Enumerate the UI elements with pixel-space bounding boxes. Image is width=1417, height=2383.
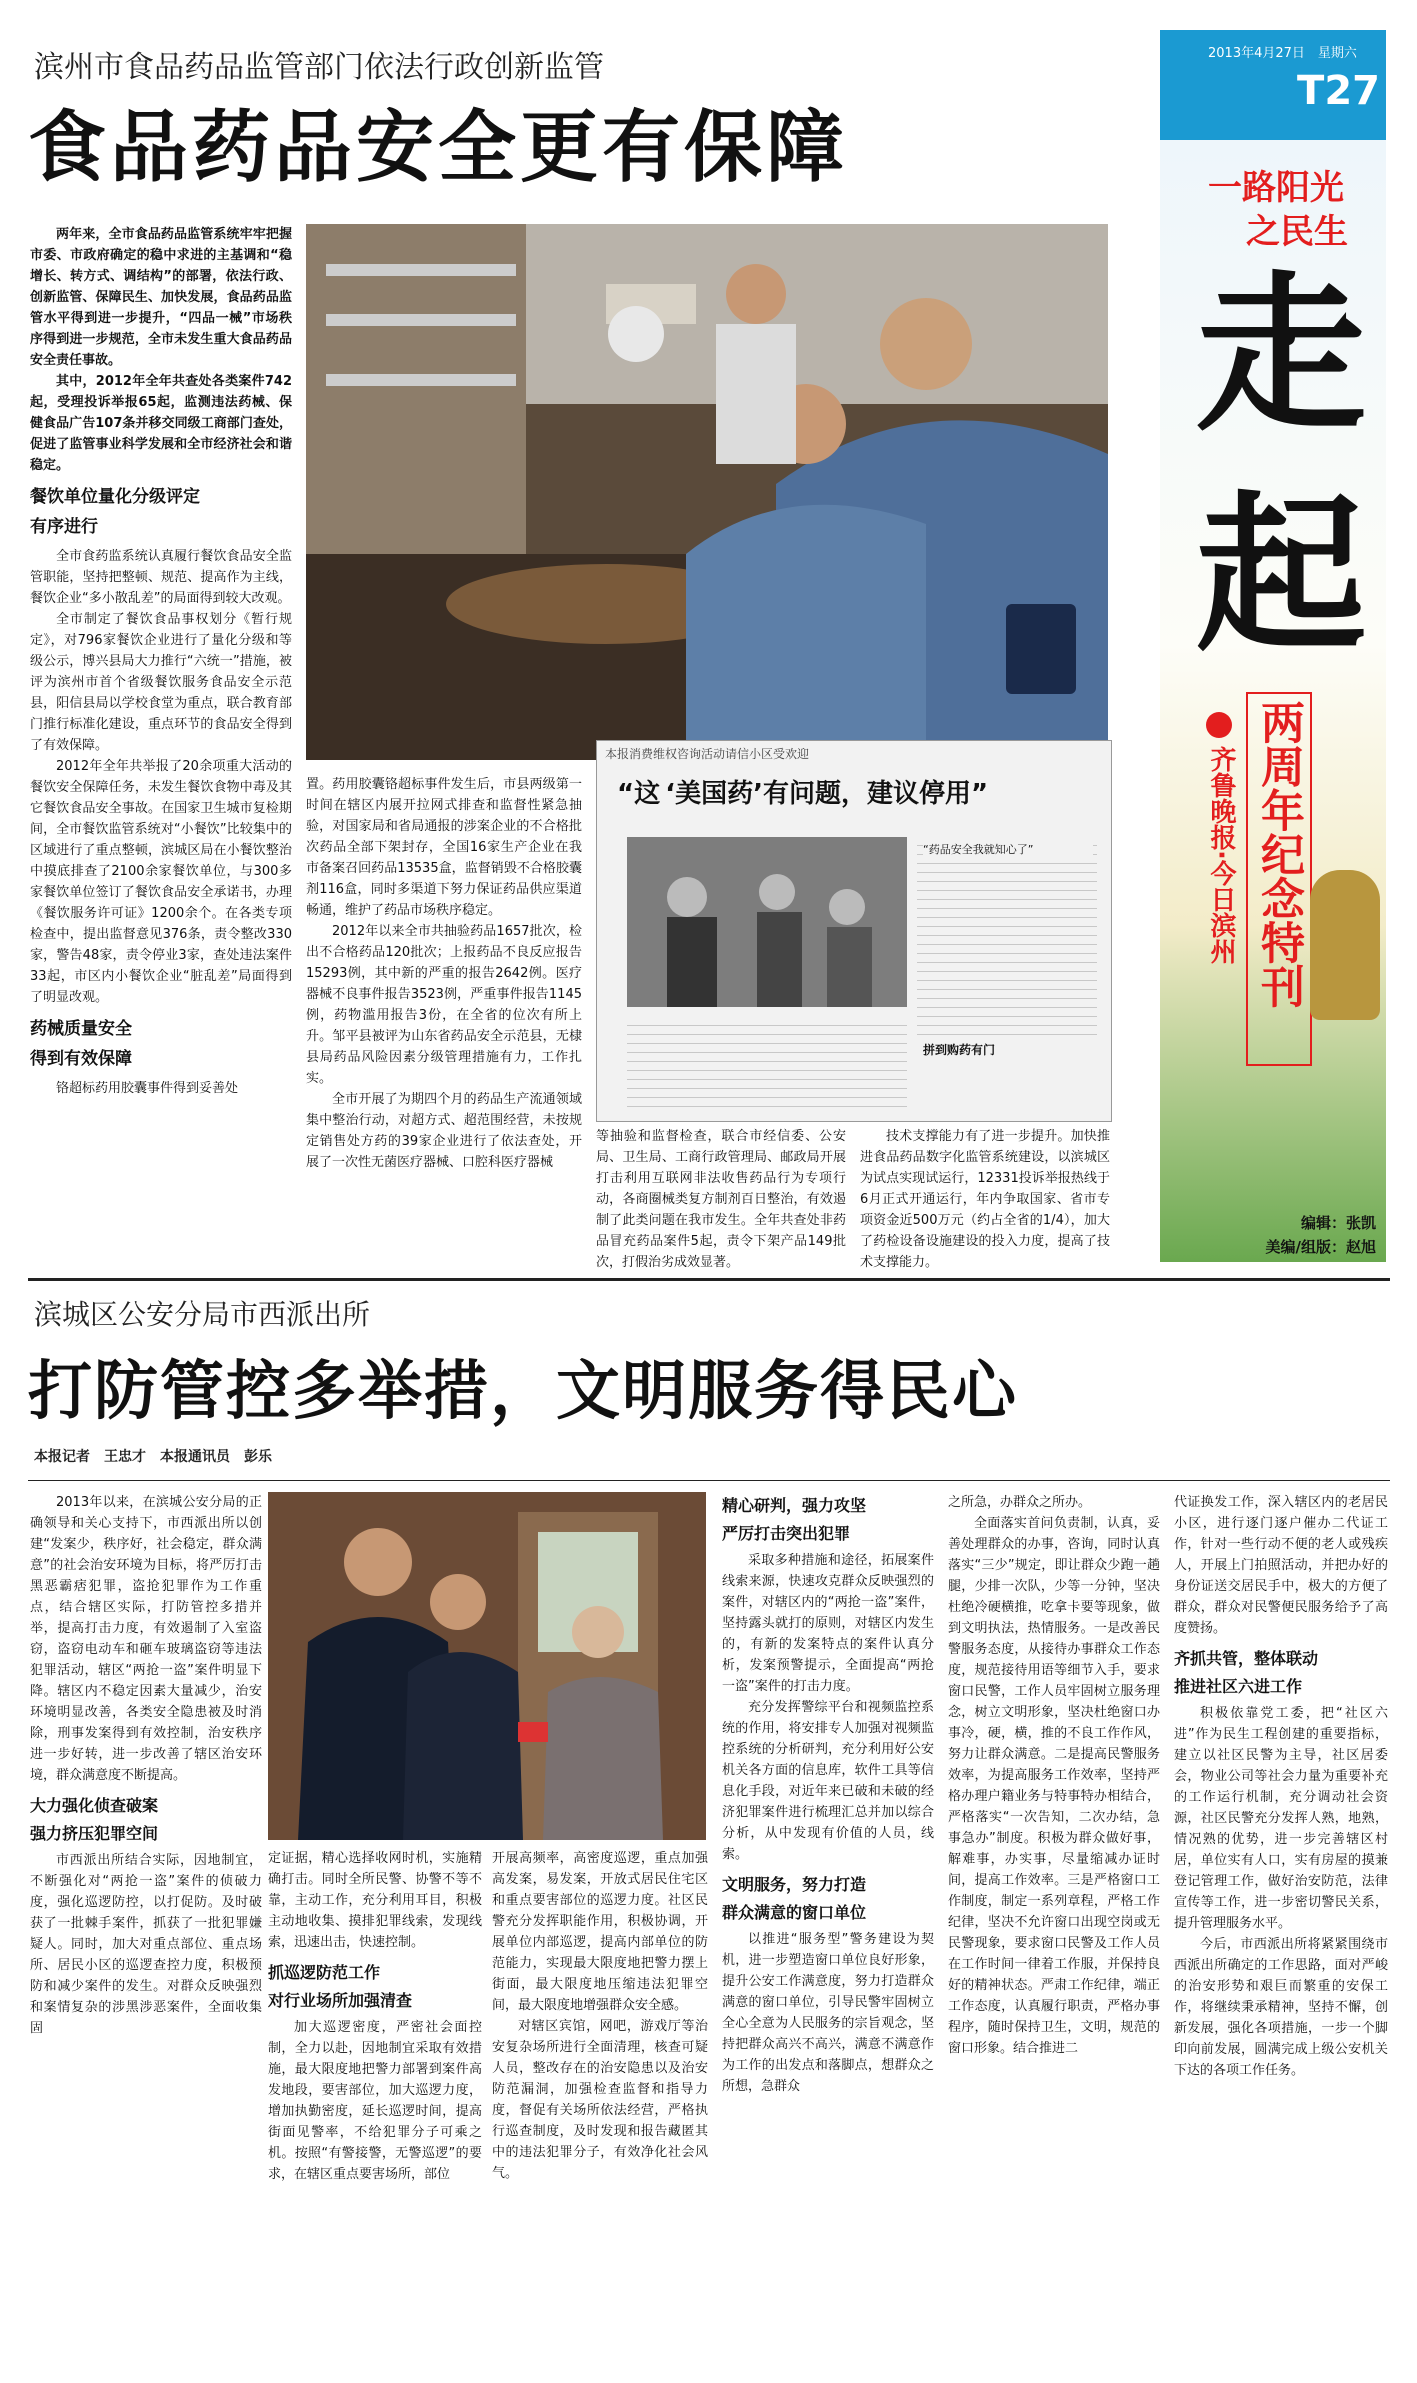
anniversary-box [1246,692,1312,1066]
page-number: T27 [1297,68,1380,114]
byline-rule [28,1480,1390,1481]
bottom-kicker: 滨城区公安分局市西派出所 [34,1298,371,1331]
inset-photo [627,837,907,1007]
byline: 本报记者 王忠才 本报通讯员 彭乐 [34,1449,272,1465]
bottom-paragraph: 定证据，精心选择收网时机，实施精确打击。同时全所民警、协警不等不靠，主动工作，充分利用耳目，积极主动地收集、摸排犯罪线索，发现线索，迅速出击，快速控制。 [268,1851,482,1950]
inset-caption: 本报消费维权咨询活动请信小区受欢迎 [605,747,810,761]
inset-text-lines [627,1017,907,1107]
bottom-paragraph: 之所急，办群众之所办。 [948,1495,1092,1510]
calligraphy-char-1: 走 [1196,255,1367,455]
bottom-column-5 [948,1492,1160,2352]
inset-headline: “这 ‘美国药’有问题，建议停用” [617,779,989,809]
bottom-paragraph: 加大巡逻密度，严密社会面控制，全力以赴，因地制宜采取有效措施，最大限度地把警力部署到案件高发地段，要害部位，加大巡逻力度，增加执勤密度，延长巡逻时间，提高街面见警率，不给犯罪分子可乘之机。按照“有警接警，无警巡逻”的要求，在辖区重点要害场所，部位 [268,2020,482,2182]
section-divider [28,1278,1390,1281]
inset-subhead: 拼到购药有门 [923,1043,996,1057]
slogan-line-2: 之民生 [1246,212,1348,252]
anniversary-vertical: 两周年纪念特刊 [1253,700,1304,1008]
bottom-paragraph: 充分发挥警综平台和视频监控系统的作用，将安排专人加强对视频监控系统的分析研判，充分利用好公安机关各方面的信息库，软件工具等信息化手段，对近年来已破和未破的经济犯罪案件进行梳理汇总并加以综合分析，从中发现有价值的人员，线索。 [722,1700,934,1862]
top-paragraph: 全市开展了为期四个月的药品生产流通领域集中整治行动，对超方式、超范围经营，未按规定销售处方药的39家企业进行了依法查处，开展了一次性无菌医疗器械、口腔科医疗器械 [306,1092,582,1170]
bottom-paragraph: 以推进“服务型”警务建设为契机，进一步塑造窗口单位良好形象，提升公安工作满意度，努力打造群众满意的窗口单位，引导民警牢固树立全心全意为人民服务的宗旨观念，坚持把群众高兴不高兴，满意不满意作为工作的出发点和落脚点，想群众之所想，急群众 [722,1932,934,2094]
bottom-paragraph: 全面落实首问负责制，认真，妥善处理群众的办事，咨询，同时认真落实“三少”规定，即让群众少跑一趟腿，少排一次队，少等一分钟，坚决杜绝冷硬横推，吃拿卡要等现象，做到文明执法，热情服务。一是改善民警服务态度，从接待办事群众工作态度，规范接待用语等细节入手，要求窗口民警，工作人员牢固树立服务理念，树立文明形象，坚决杜绝窗口办事冷，硬，横，推的不良工作作风，努力让群众满意。二是提高民警服务效率，为提高服务工作效率，坚持严格办理户籍业务与特事特办相结合，严格落实“一次告知，二次办结，急事急办”制度。积极为群众做好事，解难事，办实事，尽量缩减办证时间，提高工作效率。三是严格窗口工作制度，制定一系列章程，严格工作纪律，坚决不允许窗口出现空岗或无民警现象，要求窗口民警及工作人员在工作时间一律着工作服，并保持良好的精神状态。严肃工作纪律，端正工作态度，认真履行职责，严格办事程序，随时保持卫生，文明，规范的窗口形象。结合推进二 [948,1516,1160,2056]
bottom-column-1 [30,1492,262,2352]
bottom-paragraph: 今后，市西派出所将紧紧围绕市西派出所确定的工作思路，面对严峻的治安形势和艰巨而繁重的安保工作，将继续秉承精神，坚持不懈，创新发展，强化各项措施，一步一个脚印向前发展，圆满完成上级公安机关下达的各项工作任务。 [1174,1937,1388,2078]
bottom-column-2 [268,1848,482,2352]
top-subheading: 餐饮单位量化分级评定 有序进行 [30,487,200,537]
top-column-3 [596,1126,846,1270]
bottom-paragraph: 采取多种措施和途径，拓展案件线索来源，快速攻克群众反映强烈的案件，对辖区内的“两抢一盗”案件，坚持露头就打的原则，对辖区内发生的，有新的发案特点的案件认真分析，发案预警提示，全面提高“两抢一盗”案件的打击力度。 [722,1553,934,1694]
masthead-logo-icon [1206,712,1232,738]
police-visit-photo [268,1492,706,1840]
top-paragraph: 2012年以来全市共抽验药品1657批次，检出不合格药品120批次；上报药品不良反应报告15293例，其中新的严重的报告2642例。医疗器械不良事件报告3523例，严重事件报告1145例，药物滥用报告3份，在全省的位次有所上升。邹平县被评为山东省药品安全示范县，无棣县局药品风险因素分级管理措施有力，工作扎实。 [306,924,582,1086]
inset-photo-illustration [627,837,907,1007]
top-headline: 食品药品安全更有保障 [28,103,849,193]
bottom-paragraph: 积极依靠党工委，把“社区六进”作为民生工程创建的重要指标，建立以社区民警为主导，社区居委会，物业公司等社会力量为重要补充的工作运行机制，充分调动社会资源，社区民警充分发挥人熟，地熟，情况熟的优势，进一步完善辖区村居，单位实有人口，实有房屋的摸兼登记管理工作，做好治安防范，法律宣传等工作，进一步密切警民关系，提升管理服务水平。 [1174,1706,1388,1931]
top-column-1 [30,224,292,1244]
top-column-2 [306,774,582,1244]
slogan-line-1: 一路阳光 [1208,168,1344,208]
bottom-column-4 [722,1492,934,2352]
calligraphy-char-2: 起 [1196,475,1367,675]
bottom-subheading: 文明服务，努力打造 群众满意的窗口单位 [722,1875,867,1922]
top-paragraph: 全市食药监系统认真履行餐饮食品安全监管职能，坚持把整顿、规范、提高作为主线，餐饮企业“多小散乱差”的局面得到较大改观。 [30,549,292,606]
kitchen-inspection-photo [306,224,1108,760]
designer-credit: 美编/组版：赵旭 [1265,1238,1376,1256]
kitchen-scene-illustration [306,224,1108,760]
bottom-subheading: 抓巡逻防范工作 对行业场所加强清查 [268,1963,413,2010]
top-kicker: 滨州市食品药品监管部门依法行政创新监管 [34,50,604,85]
bottom-paragraph: 2013年以来，在滨城公安分局的正确领导和关心支持下，市西派出所以创建“发案少，秩序好，社会稳定，群众满意”的社会治安环境为目标，将严厉打击黑恶霸痞犯罪，盗抢犯罪作为工作重点，结合辖区实际，打防管控多措并举，提高打击力度，有效遏制了入室盗窃，盗窃电动车和砸车玻璃盗窃等违法犯罪活动，辖区“两抢一盗”案件明显下降。辖区内不稳定因素大量减少，治安环境明显改善，各类安全隐患被及时消除，刑事发案得到有效控制，治安秩序进一步好转，进一步改善了辖区治安环境，群众满意度不断提高。 [30,1495,262,1783]
top-paragraph: 技术支撑能力有了进一步提升。加快推进食品药品数字化监管系统建设，以滨城区为试点实现试运行，12331投诉举报热线于6月正式开通运行，年内争取国家、省市专项资金近500万元（约占全省的1/4），加大了药检设备设施建设的投入力度，提高了技术支撑能力。 [860,1129,1110,1270]
bottom-paragraph: 对辖区宾馆，网吧，游戏厅等治安复杂场所进行全面清理，核查可疑人员，整改存在的治安隐患以及治安防范漏洞，加强检查监督和指导力度，督促有关场所依法经营，严格执行巡查制度，及时发现和报告藏匿其中的违法犯罪分子，有效净化社会风气。 [492,2019,708,2181]
top-paragraph: 2012年全年共举报了20余项重大活动的餐饮安全保障任务，未发生餐饮食物中毒及其它餐饮食品安全事故。在国家卫生城市复检期间，全市餐饮监管系统对“小餐饮”比较集中的区域进行了重点整顿，滨城区局在小餐饮整治中摸底排查了2100余家餐饮单位，与300多家餐饮单位签订了餐饮食品安全承诺书，办理《餐饮服务许可证》1200余个。在各类专项检查中，提出监督意见376条，责令整改330家，警告48家，责令停业3家，查处违法案件33起，市区内小餐饮企业“脏乱差”局面得到了明显改观。 [30,759,292,1005]
bottom-column-6 [1174,1492,1388,2352]
top-subheading: 药械质量安全 得到有效保障 [30,1019,132,1069]
bottom-column-3 [492,1848,708,2352]
police-scene-illustration [268,1492,706,1840]
sidebar-date: 2013年4月27日 星期六 [1208,46,1357,61]
bottom-subheading: 大力强化侦查破案 强力挤压犯罪空间 [30,1796,159,1843]
bottom-paragraph: 市西派出所结合实际，因地制宜，不断强化对“两抢一盗”案件的侦破力度，强化巡逻防控，以打促防。及时破获了一批棘手案件，抓获了一批犯罪嫌疑人。同时，加大对重点部位、重点场所、居民小区的巡逻查控力度，积极预防和减少案件的发生。对群众反映强烈和案情复杂的涉黑涉恶案件，全面收集固 [30,1853,262,2036]
inset-note: “药品安全我就知心了” [923,841,1093,857]
bottom-subheading: 精心研判，强力攻坚 严厉打击突出犯罪 [722,1496,867,1543]
bottom-paragraph: 代证换发工作，深入辖区内的老居民小区，进行逐门逐户催办二代证工作，针对一些行动不便的老人或残疾人，开展上门拍照活动，并把办好的身份证送交居民手中，极大的方便了群众，群众对民警便民服务给予了高度赞扬。 [1174,1495,1388,1636]
top-paragraph: 全市制定了餐饮食品事权划分《暂行规定》，对796家餐饮企业进行了量化分级和等级公示，博兴县局大力推行“六统一”措施，被评为滨州市首个省级餐饮服务食品安全示范县，阳信县局以学校食堂为重点，联合教育部门推行标准化建设，重点环节的食品安全得到了有效保障。 [30,612,292,753]
bottom-paragraph: 开展高频率，高密度巡逻，重点加强高发案，易发案，开放式居民住宅区和重点要害部位的巡逻力度。社区民警充分发挥职能作用，积极协调，开展单位内部巡逻，提高内部单位的防范能力，实现最大限度地把警力摆上街面，最大限度地压缩违法犯罪空间，最大限度地增强群众安全感。 [492,1851,708,2013]
top-paragraph: 铬超标药用胶囊事件得到妥善处 [56,1081,239,1096]
top-paragraph: 等抽验和监督检查，联合市经信委、公安局、卫生局、工商行政管理局、邮政局开展打击利用互联网非法收售药品行为专项行动，各商圈械类复方制剂百日整治，有效遏制了此类问题在我市发生。全年共查处非药品冒充药品案件5起，责令下架产品149批次，打假治劣成效显著。 [596,1129,846,1270]
bottom-subheading: 齐抓共管，整体联动 推进社区六进工作 [1174,1649,1319,1696]
sidebar-banner [1160,30,1386,1262]
bronze-vessel-icon [1310,870,1380,1020]
top-intro-paragraph: 其中，2012年全年共查处各类案件742起，受理投诉举报65起，监测违法药械、保健食品广告107条并移交同级工商部门查处，促进了监管事业科学发展和全市经济社会和谐稳定。 [30,374,292,473]
inset-clipping [596,740,1112,1122]
top-intro-paragraph: 两年来，全市食品药品监管系统牢牢把握市委、市政府确定的稳中求进的主基调和“稳增长、转方式、调结构”的部署，依法行政、创新监管、保障民生、加快发展，食品药品监管水平得到进一步提升，“四品一械”市场秩序得到进一步规范，全市未发生重大食品药品安全责任事故。 [30,227,292,368]
masthead-vertical: 齐鲁晚报·今日滨州 [1206,746,1236,964]
bottom-headline: 打防管控多举措，文明服务得民心 [28,1355,1018,1429]
inset-side-text [917,837,1097,1037]
top-column-4 [860,1126,1110,1270]
top-paragraph: 置。药用胶囊铬超标事件发生后，市县两级第一时间在辖区内展开拉网式排查和监督性紧急抽验，对国家局和省局通报的涉案企业的不合格批次药品全部下架封存，全国16家生产企业在我市备案召回药品13535盒，监督销毁不合格胶囊剂116盒，同时多渠道下努力保证药品供应渠道畅通，维护了药品市场秩序稳定。 [306,777,582,918]
editor-credit: 编辑：张凯 [1300,1214,1376,1232]
